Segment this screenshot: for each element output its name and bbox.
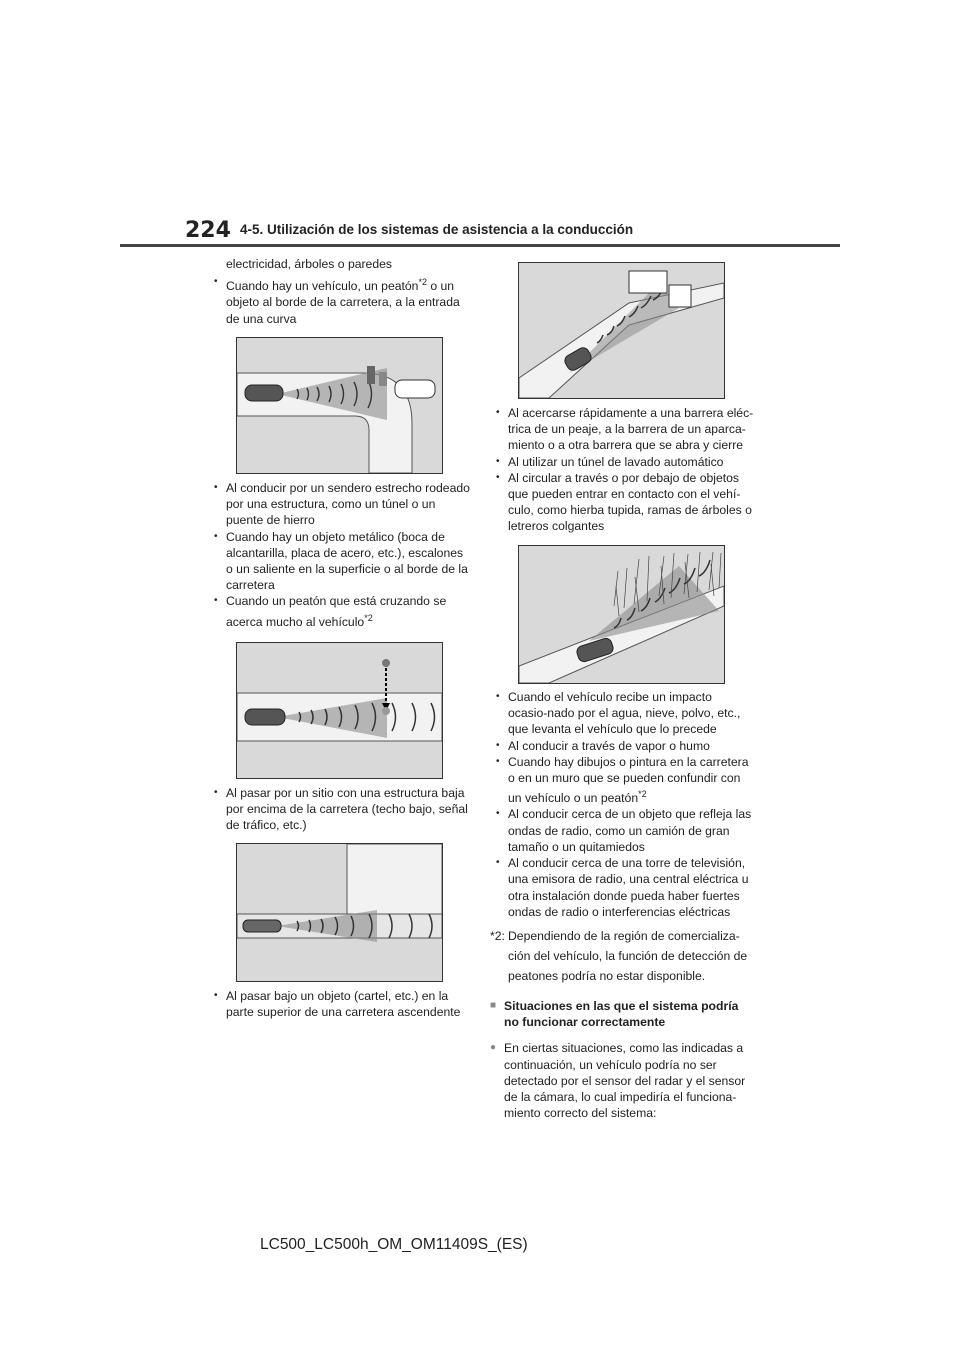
bullet-text: Cuando hay dibujos o pintura en la carretera o en un muro que se pueden confundir con un vehículo o un peatón [508,754,749,806]
bullet-water-snow: • Cuando el vehículo recibe un impacto ocasio-nado por el agua, nieve, polvo, etc., que levanta el vehículo que lo precede [490,689,754,738]
footnote-mark: *2: [490,928,505,943]
bullet-paintings [490,754,754,807]
figure-tall-grass [518,545,725,684]
bullet-crossing-pedestrian [208,593,470,629]
bullet-reflect-radio: • Al conducir cerca de un objeto que refleja las ondas de radio, como un camión de gran tamaño o un quitamiedos [490,806,754,855]
right-text-mid [490,689,754,1121]
section-title: 4-5. Utilización de los sistemas de asistencia a la conducción [240,222,634,237]
bullet-vehicle-pedestrian-curve [208,274,470,327]
bullet-car-wash: • Al utilizar un túnel de lavado automático [490,454,754,470]
bullet-vapor-smoke: • Al conducir a través de vapor o humo [490,738,754,754]
bullet-low-structure: • Al pasar por un sitio con una estructura baja por encima de la carretera (techo bajo, señal de tráfico, etc.) [208,785,470,834]
bullet-barrier: • Al acercarse rápidamente a una barrera eléc-trica de un peaje, a la barrera de un aparca-miento o a otra barrera que se abra y cierre [490,405,754,454]
left-text-top [208,256,470,327]
footnote-ref: *2 [364,612,373,623]
figure-curve-road [236,337,443,474]
page-number: 224 [185,218,231,243]
bullet-tv-tower: • Al conducir cerca de una torre de televisión, una emisora de radio, una central eléctrica u otra instalación donde pueda haber fuertes ondas de radio o interferencias eléctricas [490,855,754,920]
figure-uphill-sign [518,262,725,399]
footnote-ref: *2 [418,277,427,288]
footer-code: LC500_LC500h_OM_OM11409S_(ES) [260,1236,528,1253]
right-text-top [490,405,754,535]
bullet-metal-object: • Cuando hay un objeto metálico (boca de alcantarilla, placa de acero, etc.), escalones o un saliente en la superficie o al borde de la carretera [208,529,470,594]
left-text-bottom [208,988,470,1020]
footnote-text: Dependiendo de la región de comercializa-ción del vehículo, la función de detección de peatones podría no estar disponible. [508,928,748,983]
bullet-sign-uphill: • Al pasar bajo un objeto (cartel, etc.) en la parte superior de una carretera ascendente [208,988,470,1020]
bullet-text: Cuando un peatón que está cruzando se acerca mucho al vehículo [226,594,447,629]
footnote [490,926,754,986]
figure-low-structure [236,843,443,982]
left-text-mid [208,480,470,630]
bullet-text: Cuando hay un vehículo, un peatón [226,279,419,294]
intro-paragraph: ● En ciertas situaciones, como las indicadas a continuación, un vehículo podría no ser detectado por el sensor del radar y el sensor de la cámara, lo cual impediría el funciona-miento correcto del sistema: [490,1040,754,1121]
continuation-line: electricidad, árboles o paredes [226,257,392,271]
bullet-text: o un objeto al borde de la carretera, a la entrada de una curva [226,279,460,326]
header-rule [120,244,840,247]
bullet-grass-branches: • Al circular a través o por debajo de objetos que pueden entrar en contacto con el vehí-culo, como hierba tupida, ramas de árboles o letreros colgantes [490,470,754,535]
bullet-narrow-path: • Al conducir por un sendero estrecho rodeado por una estructura, como un túnel o un puente de hierro [208,480,470,529]
figure-crossing-pedestrian [236,642,443,779]
section-heading: ■ Situaciones en las que el sistema podría no funcionar correctamente [490,998,754,1030]
left-text-low [208,785,470,834]
footnote-ref: *2 [638,789,647,800]
